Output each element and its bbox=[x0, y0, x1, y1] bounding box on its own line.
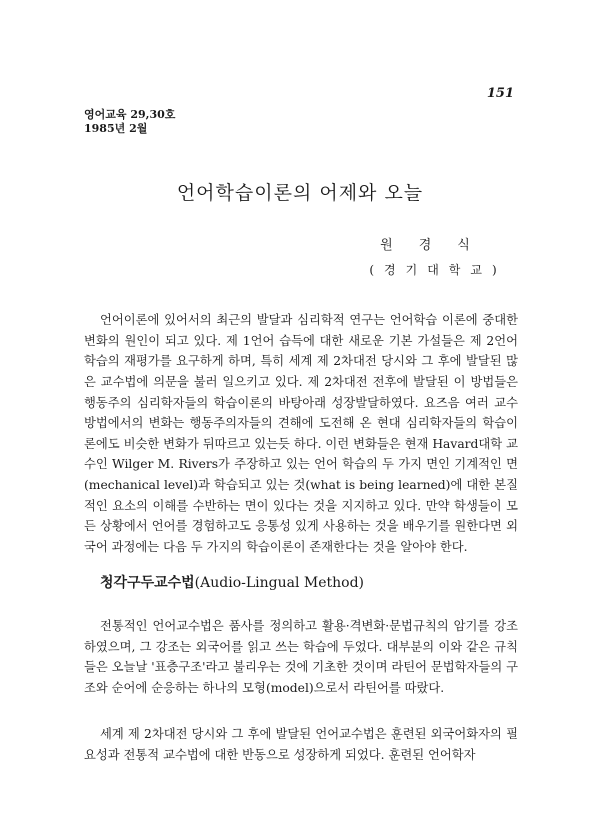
author-name: 원경식 bbox=[380, 238, 496, 253]
author-block bbox=[358, 234, 518, 278]
body-paragraph: 언어이론에 있어서의 최근의 발달과 심리학적 연구는 언어학습 이론에 중대한 변화의 원인이 되고 있다. 제 1언어 습득에 대한 새로운 기본 가설들은 제 2언어 학습의 재평가를 요구하게 하며, 특히 세계 제 2차대전 당시와 그 후에 발달된 많은 교수법에 의문을 불러 일으키고 있다. 제 2차대전 전후에 발달된 이 방법들은 행동주의 심리학자들의 학습이론의 바탕아래 성장발달하였다. 요즈음 여러 교수방법에서의 변화는 행동주의자들의 견해에 도전해 온 현대 심리학자들의 학습이론에도 비슷한 변화가 뒤따르고 있는듯 하다. 이런 변화들은 현재 Havard대학 교수인 Wilger M. Rivers가 주장하고 있는 언어 학습의 두 가지 면인 기계적인 면(mechanical level)과 학습되고 있는 것(what is being learned)에 대한 본질적인 요소의 이해를 수반하는 면이 있다는 것을 지지하고 있다. 만약 학생들이 모든 상황에서 언어를 경험하고도 응통성 있게 사용하는 것을 배우기를 원한다면 외국어 과정에는 다음 두 가지의 학습이론이 존재한다는 것을 알아야 한다. bbox=[84, 313, 518, 554]
body-paragraph: 세계 제 2차대전 당시와 그 후에 발달된 언어교수법은 훈련된 외국어화자의 필요성과 전통적 교수법에 대한 반동으로 성장하게 되었다. 훈련된 언어학자 bbox=[84, 727, 518, 762]
section-heading-korean: 청각구두교수법 bbox=[100, 575, 195, 591]
journal-date: 1985년 2월 bbox=[84, 122, 148, 135]
section-heading bbox=[100, 572, 364, 592]
page-number: 151 bbox=[486, 86, 514, 101]
journal-issue: 영어교육 29,30호 bbox=[84, 108, 176, 121]
journal-info bbox=[84, 108, 175, 136]
author-affiliation: (경기대학교) bbox=[369, 263, 507, 277]
paper-title: 언어학습이론의 어제와 오늘 bbox=[176, 182, 424, 204]
section-heading-english: (Audio-Lingual Method) bbox=[194, 575, 365, 591]
body-paragraph: 전통적인 언어교수법은 품사를 정의하고 활용·격변화·문법규칙의 암기를 강조하였으며, 그 강조는 외국어를 읽고 쓰는 학습에 두었다. 대부분의 이와 같은 규칙들은 오늘날 '표층구조'라고 불리우는 것에 기초한 것이며 라틴어 문법학자들의 구조와 순어에 순응하는 하나의 모형(model)으로서 라틴어를 따랐다. bbox=[84, 619, 518, 696]
